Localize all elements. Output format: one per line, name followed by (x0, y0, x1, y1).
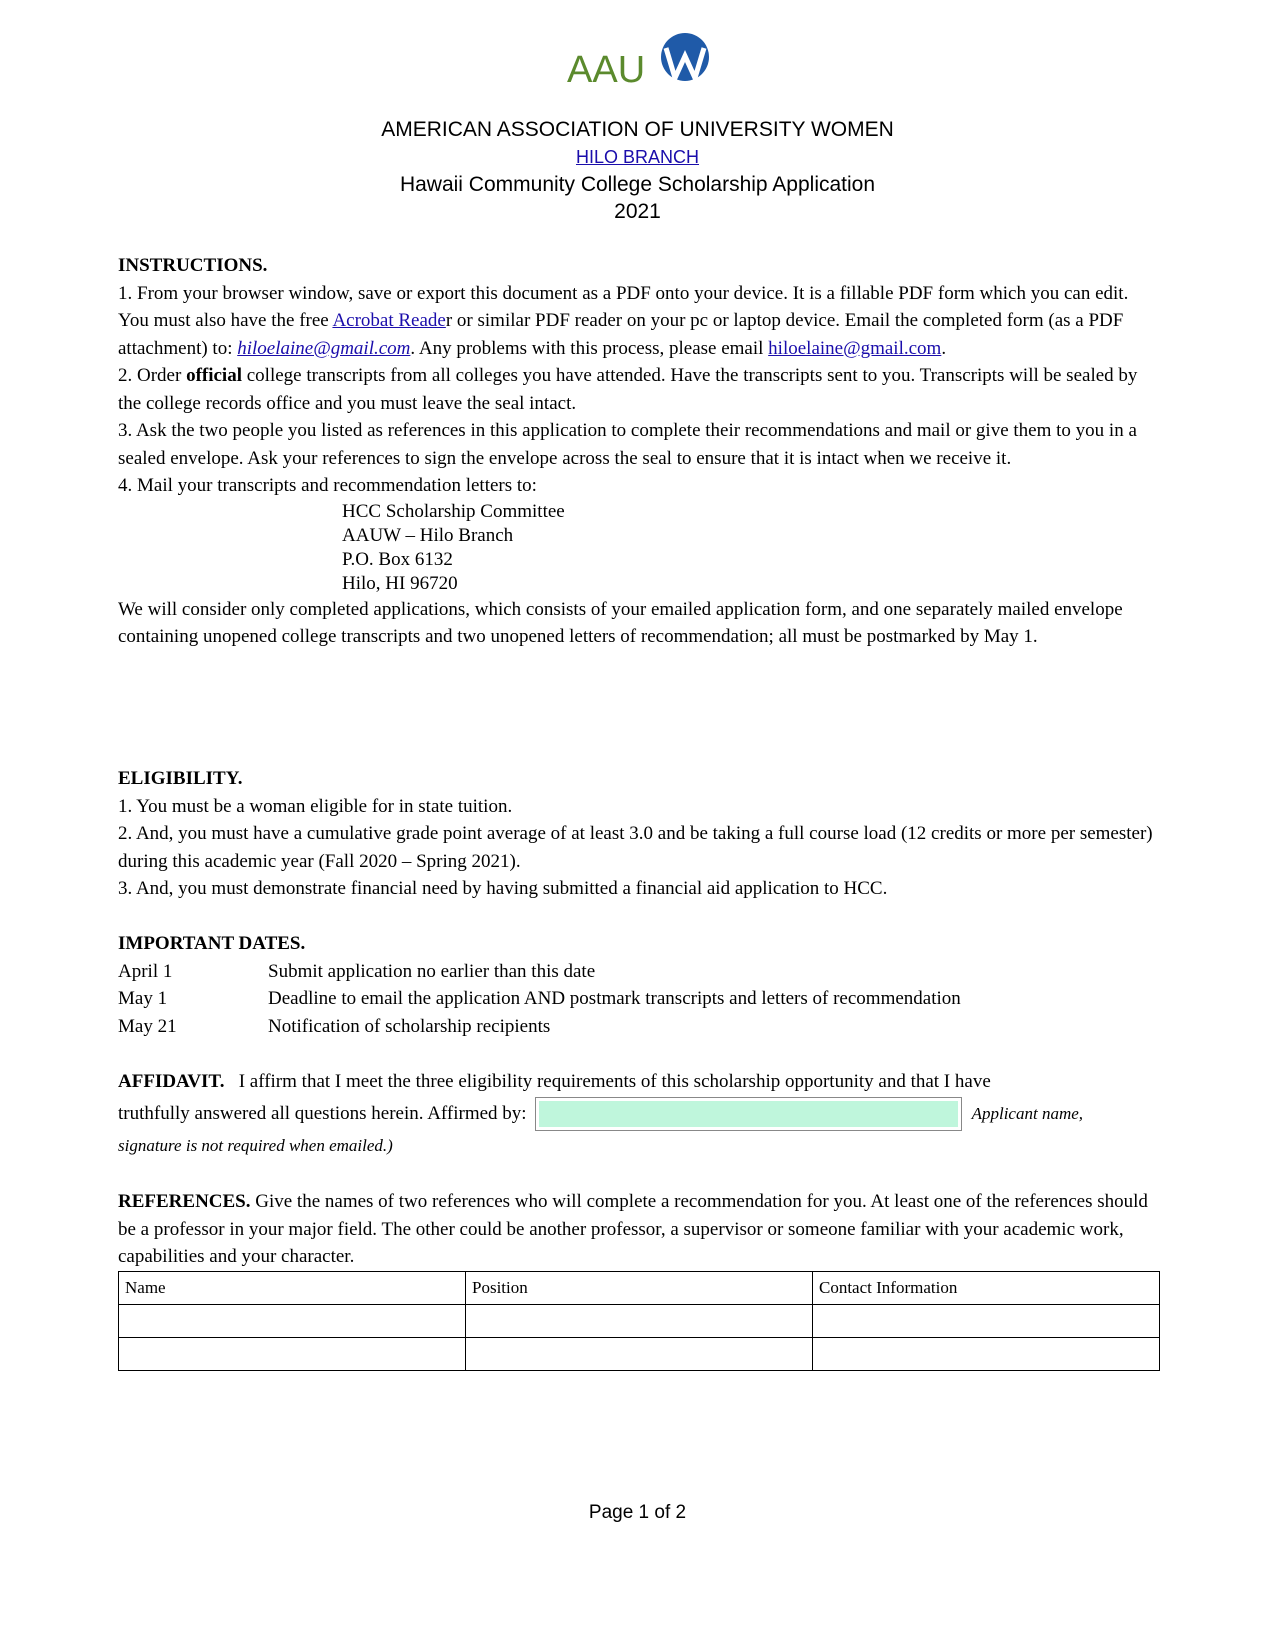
column-header-contact: Contact Information (813, 1271, 1160, 1304)
table-header-row (119, 1271, 1160, 1304)
instructions-heading: INSTRUCTIONS. (118, 255, 268, 276)
instruction-item-3: 3. Ask the two people you listed as references in this application to complete their recommendations and mail or give them to you in a sealed envelope. Ask your references to sign the envelope across the seal to ensure that it is intact when we receive it. (118, 420, 1137, 469)
page-number: Page 1 of 2 (588, 1502, 687, 1523)
eligibility-item: 2. And, you must have a cumulative grade point average of at least 3.0 and be taking a full course load (12 credits or more per semester) during this academic year (Fall 2020 – Spring 2021). (118, 823, 1153, 872)
table-row (119, 1304, 1160, 1337)
application-year: 2021 (614, 200, 661, 223)
eligibility-item: 3. And, you must demonstrate financial need by having submitted a financial aid application to HCC. (118, 878, 888, 899)
affirmed-by-input[interactable] (539, 1101, 958, 1127)
dates-heading: IMPORTANT DATES. (118, 933, 306, 954)
email-link[interactable]: hiloelaine@gmail.com (237, 337, 411, 359)
applicant-name-hint: Applicant name, (971, 1103, 1084, 1123)
affidavit-heading: AFFIDAVIT. (118, 1071, 225, 1092)
affirmed-by-field-frame (535, 1097, 962, 1131)
affidavit-section: AFFIDAVIT. I affirm that I meet the three eligibility requirements of this scholarship opportunity and that I have truthfully answered all questions herein. Affirmed by: Applicant name, signature is not required when emailed.) (118, 1068, 1160, 1159)
date-row: April 1 Submit application no earlier than this date (118, 960, 596, 982)
column-header-position: Position (466, 1271, 813, 1304)
instructions-closing: We will consider only completed applications, which consists of your emailed application form, and one separately mailed envelope containing unopened college transcripts and two unopened letters of recommendation; all must be postmarked by May 1. (118, 598, 1123, 647)
reference-2-position-cell[interactable] (466, 1337, 813, 1370)
svg-text:AAU: AAU (566, 49, 645, 88)
branch-link[interactable]: HILO BRANCH (575, 147, 700, 167)
instruction-item-2: 2. Order official college transcripts from all colleges you have attended. Have the transcripts sent to you. Transcripts will be sealed by the college records office and you must leave the seal intact. (118, 365, 1138, 414)
aauw-logo (0, 30, 1275, 93)
important-dates-section (118, 930, 1160, 1040)
table-row (119, 1337, 1160, 1370)
application-title: Hawaii Community College Scholarship Application (399, 173, 876, 196)
date-row: May 1 Deadline to email the application AND postmark transcripts and letters of recommendation (118, 988, 961, 1009)
signature-note: signature is not required when emailed.) (118, 1135, 393, 1155)
references-table (118, 1271, 1160, 1371)
reference-1-contact-cell[interactable] (813, 1304, 1160, 1337)
date-row: May 21 Notification of scholarship recipients (118, 1015, 551, 1037)
instruction-item-1: 1. From your browser window, save or export this document as a PDF onto your device. It is a fillable PDF form which you can edit. You must also have the free Acrobat Reader or similar PDF reader on your pc or laptop device. Email the completed form (as a PDF attachment) to: hiloelaine@gmail.com. Any problems with this process, please email hiloelaine@gmail.com. (118, 282, 1129, 359)
reference-2-contact-cell[interactable] (813, 1337, 1160, 1370)
eligibility-section (118, 765, 1160, 903)
reference-1-position-cell[interactable] (466, 1304, 813, 1337)
document-header (0, 116, 1275, 225)
column-header-name: Name (119, 1271, 466, 1304)
eligibility-item: 1. You must be a woman eligible for in state tuition. (118, 795, 513, 817)
reference-1-name-cell[interactable] (119, 1304, 466, 1337)
eligibility-heading: ELIGIBILITY. (118, 768, 243, 789)
mailing-address: HCC Scholarship Committee AAUW – Hilo Branch P.O. Box 6132 Hilo, HI 96720 (342, 500, 565, 594)
references-section: REFERENCES. Give the names of two references who will complete a recommendation for you. At least one of the references should be a professor in your major field. The other could be another professor, a supervisor or someone familiar with your academic work, capabilities and your character. Name Position Contact Information (118, 1188, 1160, 1371)
acrobat-reader-link[interactable]: Acrobat Reade (332, 310, 446, 331)
reference-2-name-cell[interactable] (119, 1337, 466, 1370)
email-link-2[interactable]: hiloelaine@gmail.com (768, 337, 942, 359)
instruction-item-4: 4. Mail your transcripts and recommendation letters to: (118, 475, 537, 496)
references-heading: REFERENCES. (118, 1191, 251, 1212)
org-name: AMERICAN ASSOCIATION OF UNIVERSITY WOMEN (381, 118, 894, 141)
instructions-section (118, 252, 1160, 651)
